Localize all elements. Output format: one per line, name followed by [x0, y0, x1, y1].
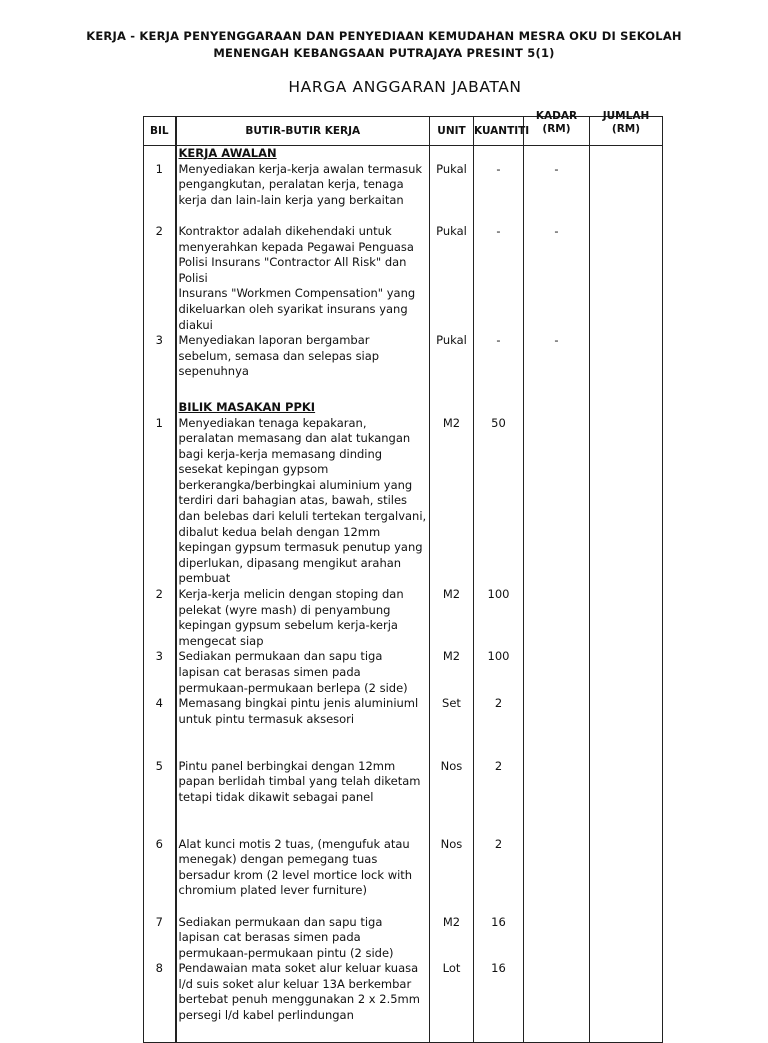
spacer-cell — [474, 380, 524, 400]
table-row — [144, 696, 663, 758]
row-jumlah — [590, 649, 663, 696]
section-empty-cell — [590, 400, 663, 416]
section-empty-cell — [590, 146, 663, 162]
document-title: HARGA ANGGARAN JABATAN — [288, 78, 522, 96]
row-description — [176, 837, 430, 915]
section-heading: KERJA AWALAN — [178, 146, 277, 160]
table-row — [144, 759, 663, 837]
description-line: pelekat (wyre mash) di penyambung — [178, 602, 391, 617]
description-line: diperlukan, dipasang mengikut arahan — [178, 555, 402, 570]
row-jumlah — [590, 961, 663, 1023]
section-empty-cell — [524, 400, 590, 416]
table-row — [144, 961, 663, 1023]
col-header-jumlah — [590, 110, 663, 146]
row-kuantiti: - — [474, 333, 524, 380]
row-unit: Nos — [430, 759, 474, 837]
row-kadar — [524, 837, 590, 915]
description-line: Kontraktor adalah dikehendaki untuk — [178, 223, 392, 238]
section-heading-cell — [176, 146, 430, 162]
row-description — [176, 416, 430, 588]
row-jumlah — [590, 837, 663, 915]
description-line: untuk pintu termasuk aksesori — [178, 711, 355, 726]
table-end-cell — [176, 1024, 430, 1043]
description-line: permukaan-permukaan berlepa (2 side) — [178, 680, 408, 695]
table-row — [144, 587, 663, 649]
row-unit: M2 — [430, 587, 474, 649]
description-line: Pendawaian mata soket alur keluar kuasa — [178, 961, 419, 976]
row-description — [176, 587, 430, 649]
section-empty-cell — [430, 400, 474, 416]
description-line: dibalut kedua belah dengan 12mm — [178, 524, 381, 539]
row-kuantiti: 2 — [474, 696, 524, 758]
table-row — [144, 649, 663, 696]
table-body — [144, 146, 663, 1043]
row-description — [176, 649, 430, 696]
row-unit: M2 — [430, 915, 474, 962]
row-gap — [179, 821, 428, 837]
section-heading-cell — [176, 400, 430, 416]
col-header-jumlah-label: JUMLAH — [602, 110, 650, 122]
row-kadar — [524, 649, 590, 696]
row-unit: Pukal — [430, 224, 474, 333]
row-unit: Set — [430, 696, 474, 758]
table-end-cell — [524, 1024, 590, 1043]
row-jumlah — [590, 333, 663, 380]
table-row — [144, 224, 663, 333]
description-line: mengecat siap — [178, 633, 264, 648]
row-unit: M2 — [430, 416, 474, 588]
description-line: lapisan cat berasas simen pada — [178, 930, 361, 945]
col-header-kadar-label: KADAR — [535, 110, 578, 122]
row-bil: 3 — [144, 649, 176, 696]
row-unit: M2 — [430, 649, 474, 696]
row-kadar — [524, 915, 590, 962]
row-description — [176, 696, 430, 758]
description-line: Insurans "Workmen Compensation" yang — [178, 286, 416, 301]
table-end-cell — [430, 1024, 474, 1043]
row-gap — [179, 899, 428, 915]
description-line: bagi kerja-kerja memasang dinding — [178, 446, 383, 461]
row-jumlah — [590, 759, 663, 837]
row-unit: Lot — [430, 961, 474, 1023]
description-line: Pintu panel berbingkai dengan 12mm — [178, 758, 396, 773]
row-kuantiti: 50 — [474, 416, 524, 588]
table-header-row — [144, 117, 663, 146]
spacer-cell — [430, 380, 474, 400]
row-description — [176, 915, 430, 962]
description-line: peralatan memasang dan alat tukangan — [178, 431, 411, 446]
col-header-kuantiti: KUANTITI — [474, 117, 524, 146]
row-gap — [179, 743, 428, 759]
row-kadar — [524, 696, 590, 758]
row-kuantiti: 100 — [474, 649, 524, 696]
row-bil: 1 — [144, 162, 176, 224]
description-line: kerja dan lain-lain kerja yang berkaitan — [178, 192, 404, 207]
description-line: sebelum, semasa dan selepas siap — [178, 348, 380, 363]
row-jumlah — [590, 162, 663, 224]
row-description — [176, 333, 430, 380]
row-kadar: - — [524, 333, 590, 380]
col-header-butir: BUTIR-BUTIR KERJA — [176, 117, 430, 146]
row-bil: 5 — [144, 759, 176, 837]
row-kadar — [524, 416, 590, 588]
table-end-cell — [590, 1024, 663, 1043]
table-row — [144, 333, 663, 380]
row-bil: 6 — [144, 837, 176, 915]
spacer-cell — [176, 380, 430, 400]
document-header — [0, 28, 768, 62]
spacer-cell — [590, 380, 663, 400]
description-line: Sediakan permukaan dan sapu tiga — [178, 914, 383, 929]
row-bil: 2 — [144, 587, 176, 649]
row-jumlah — [590, 224, 663, 333]
description-line: Alat kunci motis 2 tuas, (mengufuk atau — [178, 836, 410, 851]
section-heading-row — [144, 400, 663, 416]
row-kadar — [524, 961, 590, 1023]
description-line: Menyediakan laporan bergambar — [178, 333, 370, 348]
row-kuantiti: 100 — [474, 587, 524, 649]
table-end-cell — [144, 1024, 176, 1043]
row-unit: Pukal — [430, 333, 474, 380]
row-unit: Pukal — [430, 162, 474, 224]
spacer-cell — [524, 380, 590, 400]
description-line: berkerangka/berbingkai aluminium yang — [178, 477, 413, 492]
description-line: dikeluarkan oleh syarikat insurans yang — [178, 301, 408, 316]
description-line: sepenuhnya — [178, 364, 249, 379]
description-line — [179, 727, 428, 743]
row-kuantiti: 16 — [474, 915, 524, 962]
row-description — [176, 162, 430, 224]
row-kuantiti: - — [474, 162, 524, 224]
header-line-2: MENENGAH KEBANGSAAN PUTRAJAYA PRESINT 5(1) — [213, 46, 555, 60]
description-line: kepingan gypsum termasuk penutup yang — [178, 540, 423, 555]
description-line: papan berlidah timbal yang telah diketam — [178, 774, 421, 789]
description-line: bertebat penuh menggunakan 2 x 2.5mm — [178, 992, 420, 1007]
row-kuantiti: 2 — [474, 837, 524, 915]
description-line: Menyediakan kerja-kerja awalan termasuk — [178, 161, 423, 176]
row-description — [176, 224, 430, 333]
table-row — [144, 837, 663, 915]
row-bil: 4 — [144, 696, 176, 758]
description-line: lapisan cat berasas simen pada — [178, 665, 361, 679]
col-header-kadar — [524, 110, 590, 146]
description-line: terdiri dari bahagian atas, bawah, stiles — [178, 493, 408, 508]
row-description — [176, 759, 430, 837]
section-heading: BILIK MASAKAN PPKI — [178, 399, 316, 414]
description-line: Polisi Insurans "Contractor All Risk" dan Polisi — [178, 255, 407, 285]
row-jumlah — [590, 915, 663, 962]
section-bil-cell — [144, 146, 176, 162]
col-header-unit: UNIT — [430, 117, 474, 146]
row-kadar — [524, 587, 590, 649]
section-empty-cell — [474, 146, 524, 162]
row-kuantiti: 16 — [474, 961, 524, 1023]
row-kuantiti: - — [474, 224, 524, 333]
description-line: Kerja-kerja melicin dengan stoping dan — [178, 587, 404, 602]
description-line: pembuat — [178, 571, 231, 586]
table-end-row — [144, 1024, 663, 1043]
section-empty-cell — [474, 400, 524, 416]
row-description — [176, 961, 430, 1023]
header-line-1: KERJA - KERJA PENYENGGARAAN DAN PENYEDIAAN KEMUDAHAN MESRA OKU DI SEKOLAH — [86, 29, 682, 43]
row-jumlah — [590, 416, 663, 588]
description-line: menyerahkan kepada Pegawai Penguasa — [178, 239, 414, 254]
row-jumlah — [590, 696, 663, 758]
table-end-cell — [474, 1024, 524, 1043]
description-line: l/d suis soket alur keluar 13A berkembar — [178, 976, 412, 991]
description-line: diakui — [178, 317, 213, 332]
description-line: Memasang bingkai pintu jenis aluminiuml — [178, 696, 419, 711]
section-bil-cell — [144, 400, 176, 416]
row-gap — [179, 208, 428, 224]
row-bil: 3 — [144, 333, 176, 380]
section-heading-row — [144, 146, 663, 162]
col-header-kadar-unit: (RM) — [542, 123, 571, 135]
row-bil: 1 — [144, 416, 176, 588]
row-kadar — [524, 759, 590, 837]
estimate-table — [143, 110, 663, 1043]
description-line: dan belebas dari keluli tertekan tergalvani, — [178, 509, 427, 524]
row-bil: 7 — [144, 915, 176, 962]
description-line: kepingan gypsum sebelum kerja-kerja — [178, 618, 398, 633]
description-line: sesekat kepingan gypsom — [178, 462, 329, 477]
description-line: bersadur krom (2 level mortice lock with — [178, 867, 413, 882]
row-unit: Nos — [430, 837, 474, 915]
row-bil: 8 — [144, 961, 176, 1023]
row-kadar: - — [524, 224, 590, 333]
col-header-jumlah-unit: (RM) — [611, 123, 641, 135]
row-kuantiti: 2 — [474, 759, 524, 837]
section-empty-cell — [524, 146, 590, 162]
description-line: Menyediakan tenaga kepakaran, — [178, 415, 367, 430]
description-line: persegi l/d kabel perlindungan — [178, 1008, 354, 1023]
description-line — [179, 805, 428, 821]
description-line: tetapi tidak dikawit sebagai panel — [178, 789, 374, 804]
description-line: Sediakan permukaan dan sapu tiga — [178, 649, 383, 664]
table-row — [144, 915, 663, 962]
row-jumlah — [590, 587, 663, 649]
description-line: chromium plated lever furniture) — [178, 883, 367, 898]
spacer-row — [144, 380, 663, 400]
table-row — [144, 416, 663, 588]
row-kadar: - — [524, 162, 590, 224]
col-header-bil: BIL — [144, 117, 176, 146]
row-bil: 2 — [144, 224, 176, 333]
description-line: pengangkutan, peralatan kerja, tenaga — [178, 177, 404, 192]
description-line: permukaan-permukaan pintu (2 side) — [178, 945, 394, 960]
spacer-cell — [144, 380, 176, 400]
description-line: menegak) dengan pemegang tuas — [178, 852, 378, 867]
table-row — [144, 162, 663, 224]
section-empty-cell — [430, 146, 474, 162]
